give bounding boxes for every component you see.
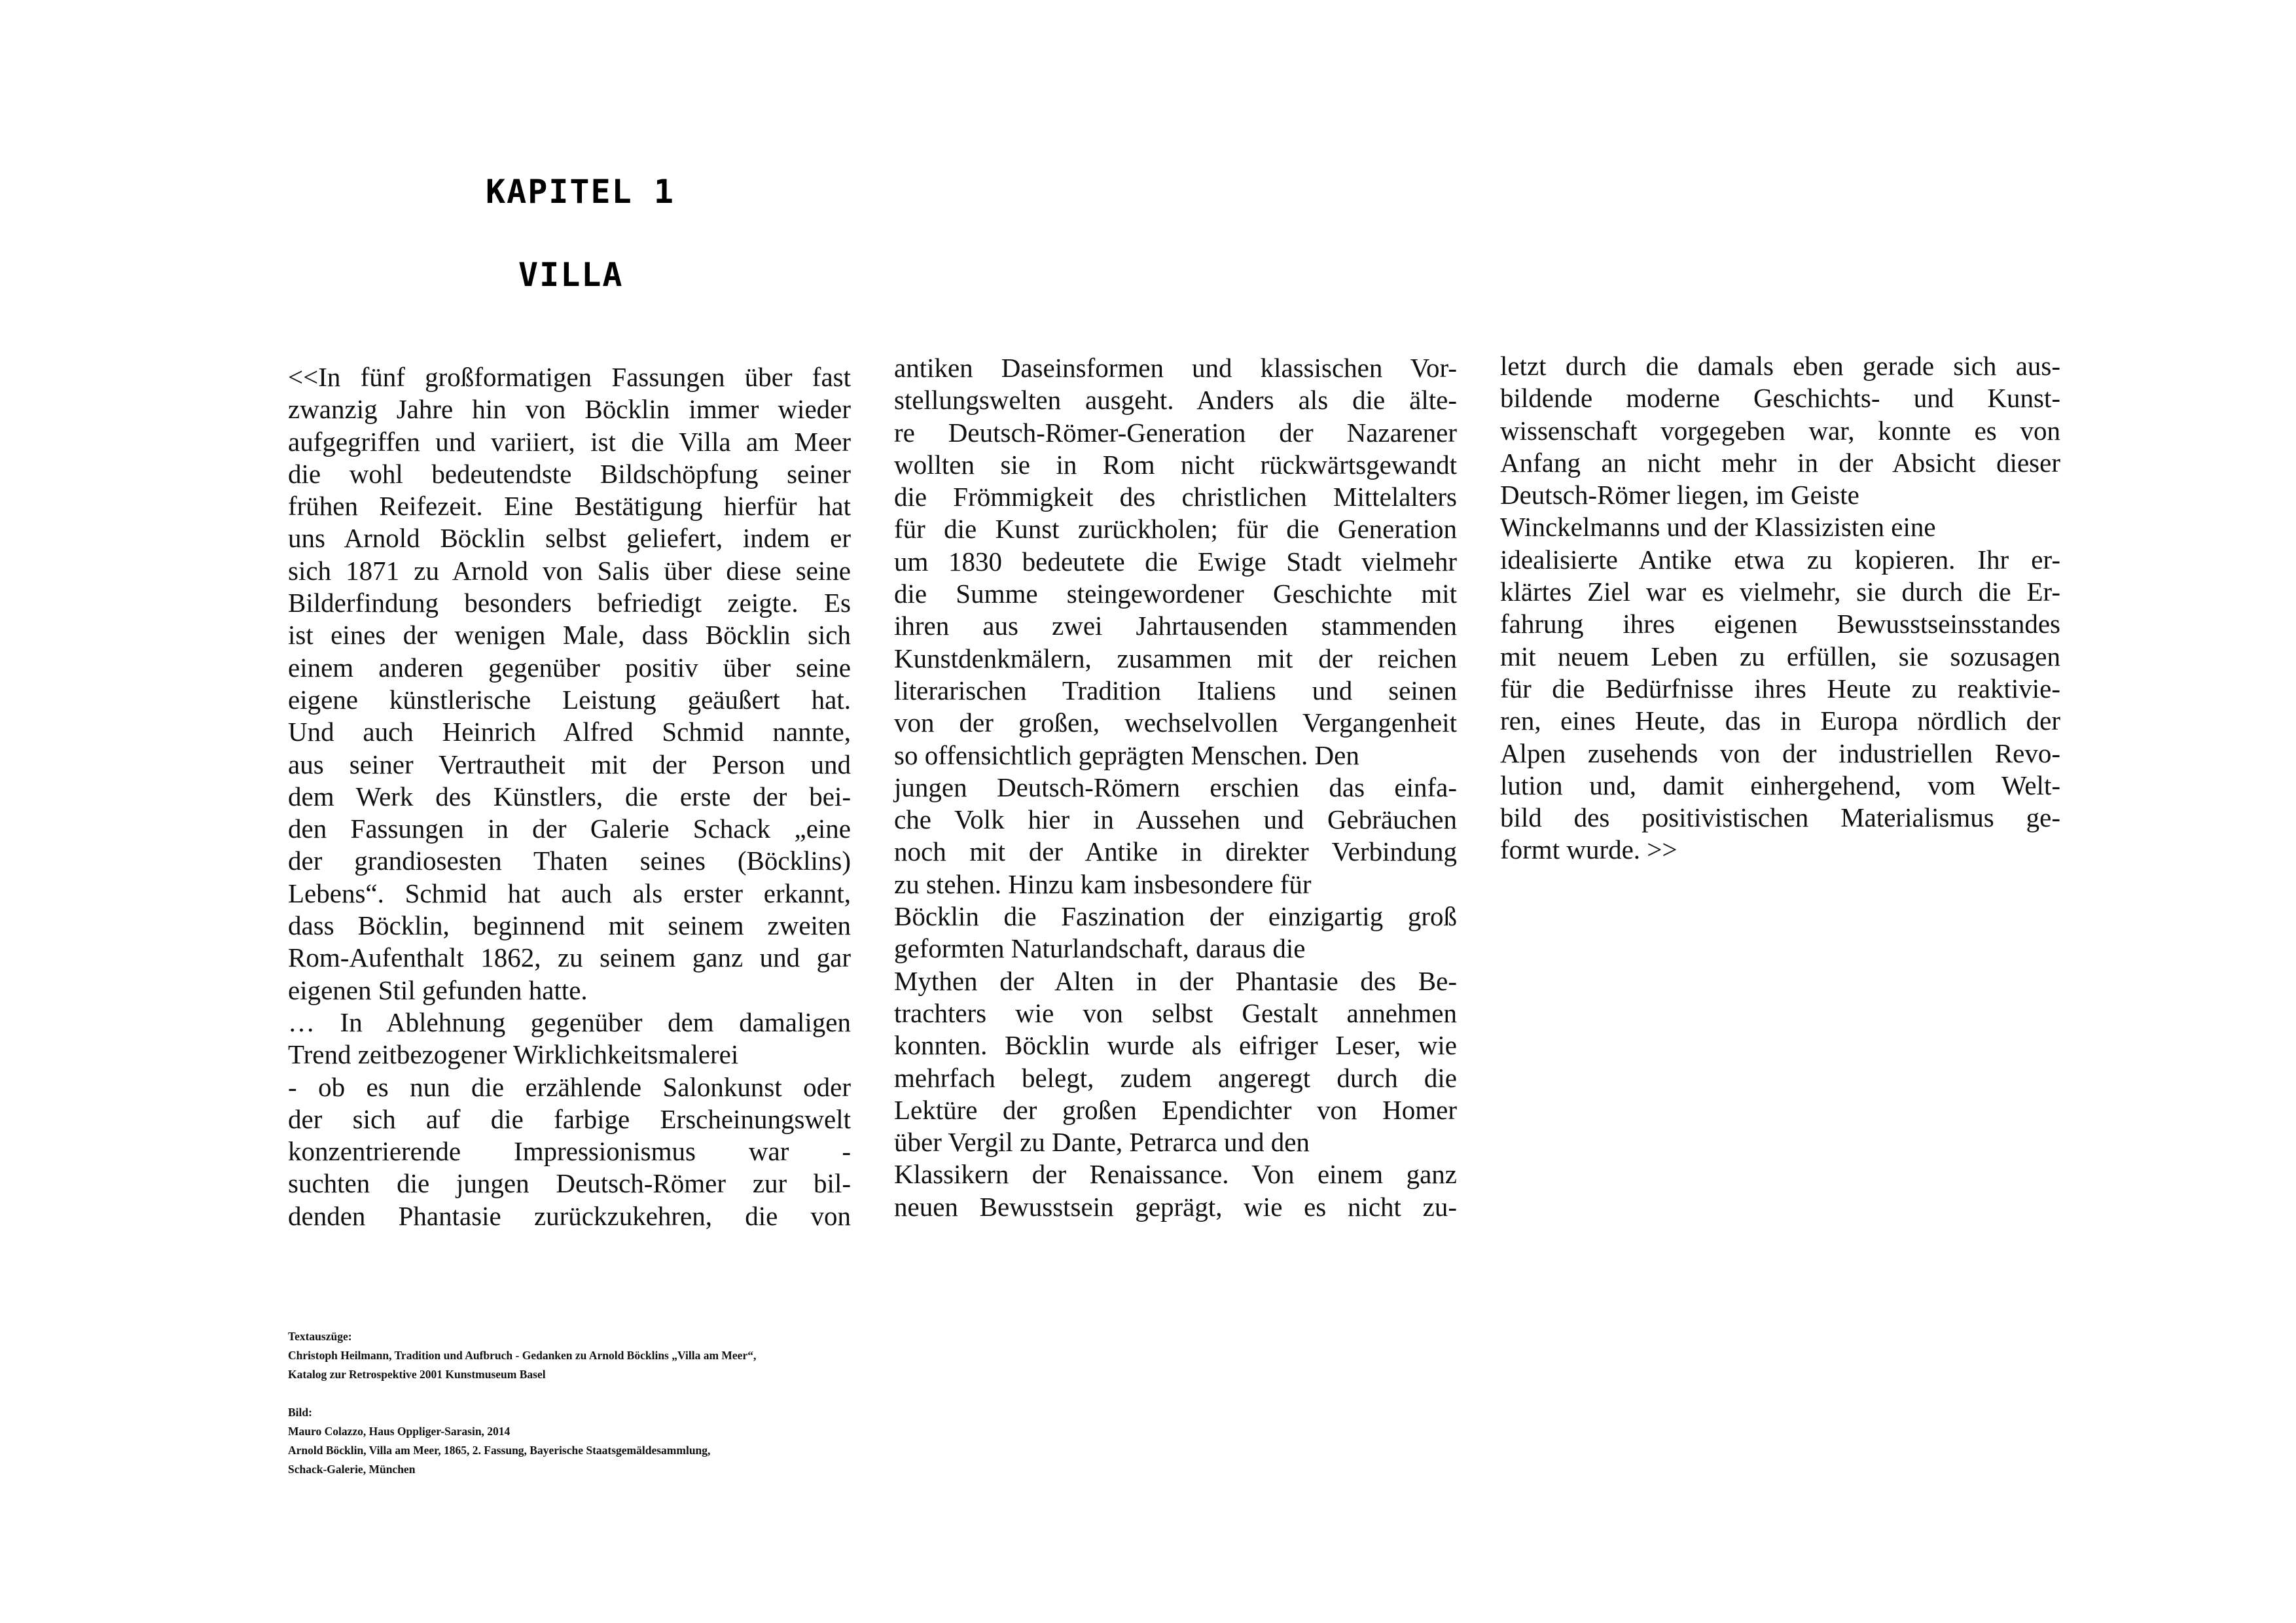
text-line: die wohl bedeutendste Bildschöpfung seiner bbox=[288, 458, 851, 489]
text-line: klärtes Ziel war es vielmehr, sie durch die Er- bbox=[1500, 577, 2060, 607]
text-line: Bilderfindung besonders befriedigt zeigte. Es bbox=[288, 588, 851, 618]
text-line: noch mit der Antike in direkter Verbindung bbox=[894, 836, 1457, 867]
text-line: antiken Daseinsformen und klassischen Vor- bbox=[894, 353, 1457, 383]
text-line: konnten. Böcklin wurde als eifriger Leser, wie bbox=[894, 1030, 1457, 1061]
text-line: literarischen Tradition Italiens und seinen bbox=[894, 675, 1457, 705]
text-line: eigenen Stil gefunden hatte. bbox=[288, 974, 588, 1005]
text-line: so offensichtlich geprägten Menschen. Den bbox=[894, 740, 1359, 770]
text-line: re Deutsch-Römer-Generation der Nazarener bbox=[894, 417, 1457, 448]
chapter-title: VILLA bbox=[518, 256, 624, 294]
text-line: dass Böcklin, beginnend mit seinem zweiten bbox=[288, 910, 851, 941]
text-line: Lektüre der großen Ependichter von Homer bbox=[894, 1094, 1457, 1125]
text-line: konzentrierende Impressionismus war - bbox=[288, 1136, 851, 1167]
text-line: Und auch Heinrich Alfred Schmid nannte, bbox=[288, 717, 851, 747]
text-line: formt wurde. >> bbox=[1500, 834, 1677, 865]
credits-image-label: Bild: bbox=[288, 1406, 312, 1419]
text-line: Deutsch-Römer liegen, im Geiste bbox=[1500, 480, 1859, 510]
text-line: dem Werk des Künstlers, die erste der bei- bbox=[288, 781, 851, 812]
text-line: lution und, damit einhergehend, vom Welt- bbox=[1500, 770, 2060, 800]
text-line: Anfang an nicht mehr in der Absicht dieser bbox=[1500, 447, 2060, 478]
text-line: neuen Bewusstsein geprägt, wie es nicht zu- bbox=[894, 1191, 1457, 1222]
text-line: aus seiner Vertrautheit mit der Person und bbox=[288, 749, 851, 779]
credits bbox=[288, 1327, 756, 1479]
chapter-label: KAPITEL 1 bbox=[486, 173, 675, 211]
text-line: aufgegriffen und variiert, ist die Villa am Meer bbox=[288, 426, 851, 457]
text-line: mit neuem Leben zu erfüllen, sie sozusagen bbox=[1500, 641, 2060, 671]
text-line: Lebens“. Schmid hat auch als erster erkannt, bbox=[288, 878, 851, 908]
text-line: Winckelmanns und der Klassizisten eine bbox=[1500, 512, 1936, 543]
text-line: uns Arnold Böcklin selbst geliefert, indem er bbox=[288, 523, 851, 554]
text-line: bildende moderne Geschichts- und Kunst- bbox=[1500, 383, 2060, 414]
text-line: über Vergil zu Dante, Petrarca und den bbox=[894, 1127, 1310, 1158]
text-line: um 1830 bedeutete die Ewige Stadt vielmehr bbox=[894, 546, 1457, 577]
text-line: die Summe steingewordener Geschichte mit bbox=[894, 579, 1457, 609]
text-column-3 bbox=[1500, 350, 2060, 866]
text-line: Kunstdenkmälern, zusammen mit der reichen bbox=[894, 643, 1457, 673]
text-line: zwanzig Jahre hin von Böcklin immer wieder bbox=[288, 394, 851, 425]
credits-image-line: Arnold Böcklin, Villa am Meer, 1865, 2. Fassung, Bayerische Staatsgemäldesammlung, bbox=[288, 1444, 711, 1457]
text-line: che Volk hier in Aussehen und Gebräuchen bbox=[894, 804, 1457, 835]
text-line: suchten die jungen Deutsch-Römer zur bil- bbox=[288, 1168, 851, 1199]
text-line: frühen Reifezeit. Eine Bestätigung hierfür hat bbox=[288, 491, 851, 522]
text-column-2 bbox=[894, 352, 1457, 1223]
text-line: stellungswelten ausgeht. Anders als die älte- bbox=[894, 385, 1457, 416]
text-line: Alpen zusehends von der industriellen Revo- bbox=[1500, 738, 2060, 768]
text-line: Mythen der Alten in der Phantasie des Be- bbox=[894, 965, 1457, 996]
text-line: idealisierte Antike etwa zu kopieren. Ihr er- bbox=[1500, 544, 2060, 575]
text-line: wollten sie in Rom nicht rückwärtsgewandt bbox=[894, 449, 1457, 480]
text-line: eigene künstlerische Leistung geäußert hat. bbox=[288, 684, 851, 715]
text-line: Rom-Aufenthalt 1862, zu seinem ganz und gar bbox=[288, 942, 851, 973]
text-line: trachters wie von selbst Gestalt annehmen bbox=[894, 997, 1457, 1028]
text-line: von der großen, wechselvollen Vergangenheit bbox=[894, 707, 1457, 738]
credits-text-line: Christoph Heilmann, Tradition und Aufbruch - Gedanken zu Arnold Böcklins „Villa am Meer“, bbox=[288, 1349, 757, 1362]
text-line: <<In fünf großformatigen Fassungen über fast bbox=[288, 362, 851, 392]
text-column-1 bbox=[288, 361, 851, 1232]
text-line: für die Kunst zurückholen; für die Generation bbox=[894, 514, 1457, 544]
text-line: mehrfach belegt, zudem angeregt durch die bbox=[894, 1062, 1457, 1093]
text-line: Klassikern der Renaissance. Von einem ganz bbox=[894, 1159, 1457, 1190]
text-line: … In Ablehnung gegenüber dem damaligen bbox=[288, 1007, 851, 1037]
text-line: letzt durch die damals eben gerade sich aus- bbox=[1500, 351, 2060, 381]
text-line: Trend zeitbezogener Wirklichkeitsmalerei bbox=[288, 1039, 739, 1070]
text-line: ihren aus zwei Jahrtausenden stammenden bbox=[894, 611, 1457, 641]
text-line: geformten Naturlandschaft, daraus die bbox=[894, 933, 1306, 964]
text-line: jungen Deutsch-Römern erschien das einfa- bbox=[894, 772, 1457, 802]
text-line: zu stehen. Hinzu kam insbesondere für bbox=[894, 868, 1312, 899]
text-line: wissenschaft vorgegeben war, konnte es von bbox=[1500, 415, 2060, 446]
text-line: - ob es nun die erzählende Salonkunst oder bbox=[288, 1071, 851, 1102]
credits-text-line: Katalog zur Retrospektive 2001 Kunstmuseum Basel bbox=[288, 1368, 546, 1381]
text-line: ren, eines Heute, das in Europa nördlich der bbox=[1500, 705, 2060, 736]
text-line: denden Phantasie zurückzukehren, die von bbox=[288, 1200, 851, 1231]
credits-image-line: Schack-Galerie, München bbox=[288, 1463, 416, 1476]
text-line: bild des positivistischen Materialismus ge- bbox=[1500, 802, 2060, 833]
text-line: der sich auf die farbige Erscheinungswelt bbox=[288, 1103, 851, 1134]
credits-spacer bbox=[288, 1384, 756, 1403]
text-line: die Frömmigkeit des christlichen Mittelalters bbox=[894, 482, 1457, 512]
credits-image-line: Mauro Colazzo, Haus Oppliger-Sarasin, 2014 bbox=[288, 1425, 511, 1438]
text-line: für die Bedürfnisse ihres Heute zu reaktivie- bbox=[1500, 673, 2060, 704]
credits-text-label: Textauszüge: bbox=[288, 1330, 352, 1343]
text-line: einem anderen gegenüber positiv über seine bbox=[288, 652, 851, 683]
text-line: den Fassungen in der Galerie Schack „eine bbox=[288, 813, 851, 844]
text-line: fahrung ihres eigenen Bewusstseinsstandes bbox=[1500, 609, 2060, 639]
text-line: Böcklin die Faszination der einzigartig groß bbox=[894, 901, 1457, 932]
text-line: ist eines der wenigen Male, dass Böcklin sich bbox=[288, 620, 851, 651]
text-line: der grandiosesten Thaten seines (Böcklins) bbox=[288, 846, 851, 876]
text-line: sich 1871 zu Arnold von Salis über diese seine bbox=[288, 555, 851, 586]
